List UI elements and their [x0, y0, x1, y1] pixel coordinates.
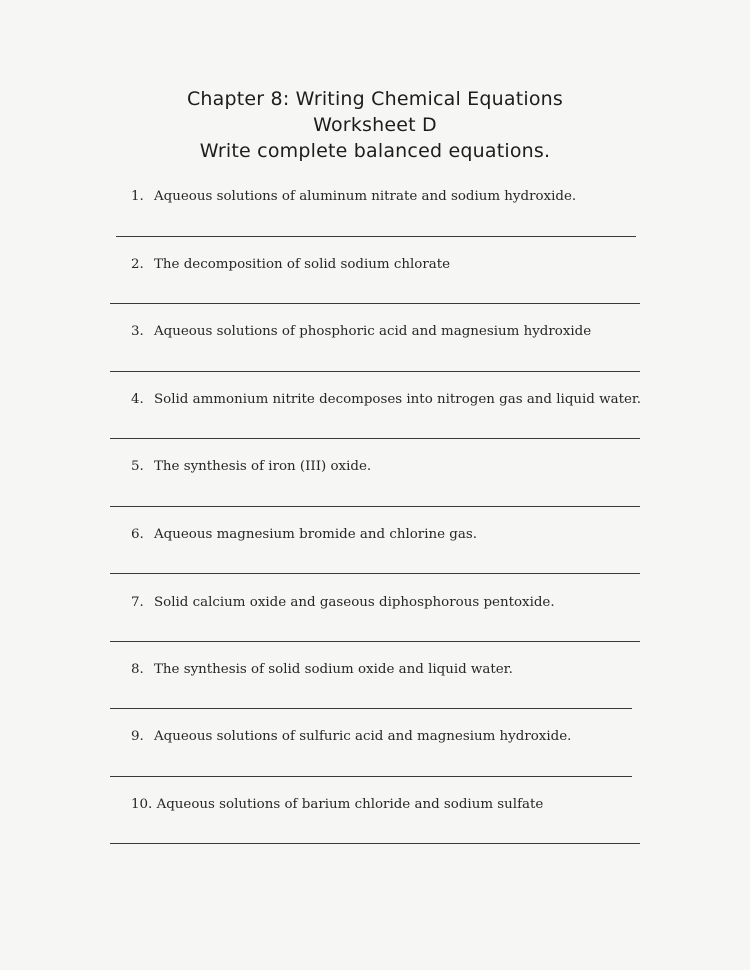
answer-line[interactable]: [110, 438, 640, 439]
question-number: 4.: [131, 392, 144, 407]
worksheet-instructions: Write complete balanced equations.: [199, 140, 551, 162]
question-text: Solid ammonium nitrite decomposes into nitrogen gas and liquid water.: [154, 392, 642, 407]
question-text: Aqueous solutions of sulfuric acid and magnesium hydroxide.: [154, 729, 572, 744]
question-item: [131, 459, 371, 475]
question-number: 6.: [131, 527, 144, 542]
answer-line[interactable]: [110, 303, 640, 304]
question-item: [131, 392, 641, 408]
chapter-title: Chapter 8: Writing Chemical Equations: [186, 88, 564, 110]
question-number: 8.: [131, 662, 144, 677]
question-text: Aqueous solutions of aluminum nitrate and sodium hydroxide.: [154, 189, 577, 204]
question-number: 10.: [131, 797, 153, 812]
question-text: The decomposition of solid sodium chlorate: [154, 257, 451, 272]
question-item: [131, 257, 450, 273]
question-text: Aqueous solutions of phosphoric acid and magnesium hydroxide: [154, 324, 592, 339]
question-item: [131, 527, 477, 543]
answer-line[interactable]: [110, 506, 640, 507]
question-item: [131, 595, 555, 611]
answer-line[interactable]: [110, 708, 632, 709]
question-text: Solid calcium oxide and gaseous diphosphorous pentoxide.: [154, 595, 555, 610]
question-number: 2.: [131, 257, 144, 272]
question-text: Aqueous solutions of barium chloride and sodium sulfate: [156, 797, 544, 812]
answer-line[interactable]: [110, 573, 640, 574]
question-item: [131, 324, 591, 340]
question-number: 3.: [131, 324, 144, 339]
answer-line[interactable]: [116, 236, 636, 237]
question-item: [131, 729, 571, 745]
question-item: [131, 189, 576, 205]
question-text: Aqueous magnesium bromide and chlorine gas.: [154, 527, 477, 542]
answer-line[interactable]: [110, 843, 640, 844]
question-number: 7.: [131, 595, 144, 610]
question-number: 5.: [131, 459, 144, 474]
worksheet-header: [0, 86, 750, 164]
question-text: The synthesis of iron (III) oxide.: [154, 459, 372, 474]
question-item: [131, 797, 543, 813]
worksheet-subtitle: Worksheet D: [313, 114, 437, 136]
question-number: 9.: [131, 729, 144, 744]
answer-line[interactable]: [110, 371, 640, 372]
answer-line[interactable]: [110, 641, 640, 642]
question-item: [131, 662, 513, 678]
answer-line[interactable]: [110, 776, 632, 777]
question-text: The synthesis of solid sodium oxide and liquid water.: [154, 662, 513, 677]
question-number: 1.: [131, 189, 144, 204]
